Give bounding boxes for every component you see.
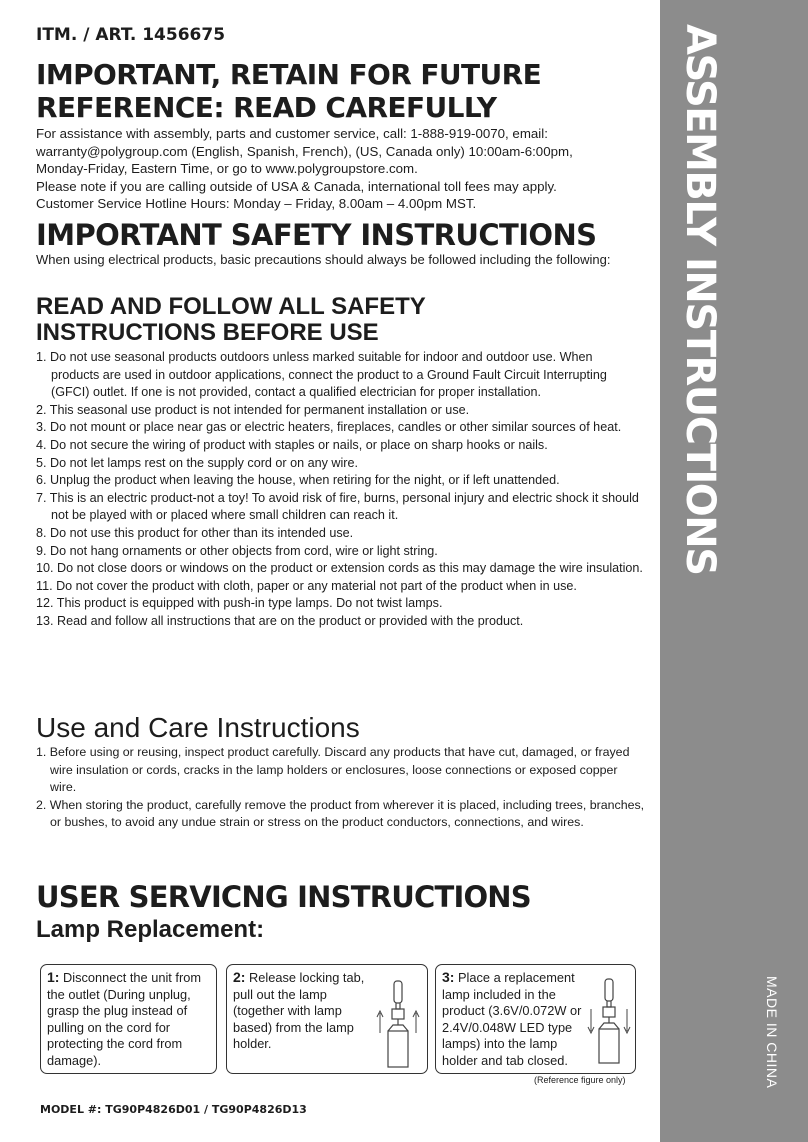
safety-rules-list [36,349,644,631]
safety-rule: 9. Do not hang ornaments or other objects from cord, wire or light string. [36,543,438,558]
safety-rule: 7. This is an electric product-not a toy! To avoid risk of fire, burns, personal injury and electric shock it should not be played with or placed where small children can reach it. [36,490,639,523]
step-text: Place a replacement lamp included in the product (3.6V/0.072W or 2.4V/0.048W LED type lamps) into the lamp holder and tab closed. [442,970,582,1068]
contact-info [36,125,646,213]
safety-rule: 2. This seasonal use product is not intended for permanent installation or use. [36,402,470,417]
step-1-text-block [47,969,213,1070]
step-2-box [226,964,428,1074]
reference-note: (Reference figure only) [534,1075,626,1085]
read-follow-line2: INSTRUCTIONS BEFORE USE [36,319,379,346]
use-care-item: 2. When storing the product, carefully remove the product from wherever it is placed, including trees, branches, or bushes, to avoid any undue strain or stress on the product conductors, connections, and wires. [36,797,645,829]
safety-rule: 8. Do not use this product for other than its intended use. [36,525,354,540]
use-care-list [36,744,646,832]
step-text: Disconnect the unit from the outlet (During unplug, grasp the plug instead of pulling on the cord for protecting the cord from damage). [47,970,202,1068]
page-title-line1: IMPORTANT, RETAIN FOR FUTURE [36,58,542,91]
safety-rule: 11. Do not cover the product with cloth, paper or any material not part of the product when in use. [36,578,577,593]
use-care-item: 1. Before using or reusing, inspect product carefully. Discard any products that have cut, damaged, or frayed wire insulation or cords, cracks in the lamp holders or enclosures, loose connections or exposed copper wire. [36,745,630,794]
lamp-insert-figure [586,971,632,1065]
read-follow-heading [36,294,646,346]
contact-line: warranty@polygroup.com (English, Spanish, French), (US, Canada only) 10:00am-6:00pm, [36,143,573,159]
contact-line: For assistance with assembly, parts and customer service, call: 1-888-919-0070, email: [36,126,548,141]
safety-rule: 4. Do not secure the wiring of product with staples or nails, or place on sharp hooks or nails. [36,437,548,452]
safety-rule: 5. Do not let lamps rest on the supply cord or on any wire. [36,455,359,470]
made-in-label: MADE IN CHINA [764,976,780,1089]
step-2-text-block [233,969,373,1053]
lamp-replacement-heading: Lamp Replacement: [36,916,265,943]
safety-rule: 13. Read and follow all instructions that are on the product or provided with the product. [36,613,524,628]
sidebar-title: ASSEMBLY INSTRUCTIONS [677,24,723,575]
safety-rule: 12. This product is equipped with push-in type lamps. Do not twist lamps. [36,596,443,611]
step-1-box [40,964,217,1074]
contact-line: Customer Service Hotline Hours: Monday – Friday, 8.00am – 4.00pm MST. [36,196,477,211]
step-text: Release locking tab, pull out the lamp (together with lamp based) from the lamp holder. [233,970,365,1052]
step-3-box [435,964,636,1074]
page-title-line2: REFERENCE: READ CAREFULLY [36,91,497,124]
read-follow-line1: READ AND FOLLOW ALL SAFETY [36,293,426,320]
step-number: 1: [47,969,60,985]
step-number: 2: [233,969,246,985]
step-3-text-block [442,969,582,1070]
safety-rule: 10. Do not close doors or windows on the product or extension cords as this may damage the wire insulation. [36,561,643,576]
page-title [36,58,636,124]
safety-rule: 1. Do not use seasonal products outdoors unless marked suitable for indoor and outdoor use. When products are used in outdoor applications, connect the product to a Ground Fault Circuit Interrupting (GFCI) outlet. If one is not provided, contact a qualified electrician for proper installation. [36,350,607,400]
safety-rule: 6. Unplug the product when leaving the house, when retiring for the night, or if left unattended. [36,473,560,488]
safety-intro: When using electrical products, basic precautions should always be followed including the following: [36,252,611,267]
step-number: 3: [442,969,455,985]
model-number: MODEL #: TG90P4826D01 / TG90P4826D13 [40,1103,307,1116]
user-servicing-heading: USER SERVICNG INSTRUCTIONS [36,880,531,914]
item-number: ITM. / ART. 1456675 [36,25,226,45]
lamp-removal-figure [375,973,421,1069]
safety-heading: IMPORTANT SAFETY INSTRUCTIONS [36,218,597,252]
use-care-heading: Use and Care Instructions [36,712,360,743]
safety-rule: 3. Do not mount or place near gas or electric heaters, fireplaces, candles or other similar sources of heat. [36,420,622,435]
contact-line: Please note if you are calling outside of USA & Canada, international toll fees may apply. [36,178,557,194]
contact-line: Monday-Friday, Eastern Time, or go to www.polygroupstore.com. [36,161,418,176]
